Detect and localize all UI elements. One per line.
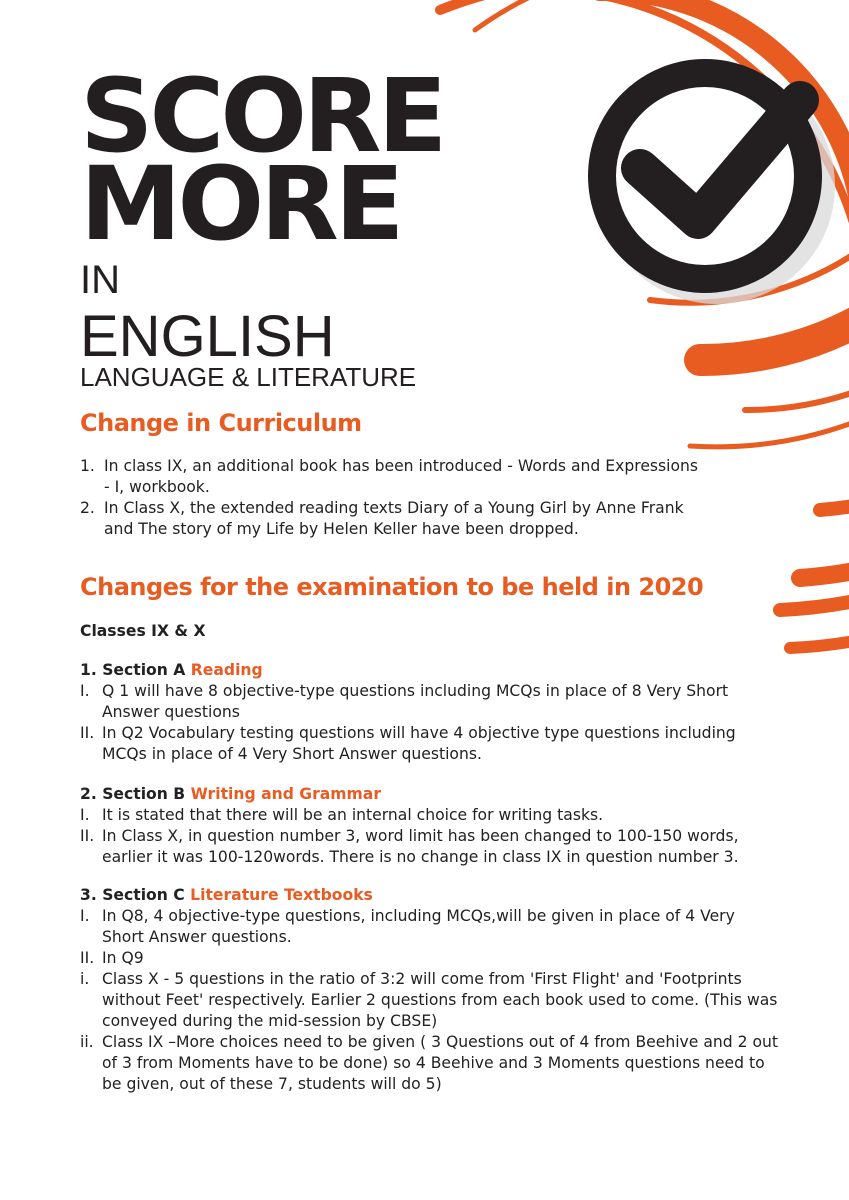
list-item — [80, 723, 780, 765]
list-item — [80, 906, 780, 948]
section-name: Reading — [190, 661, 263, 679]
list-item — [80, 456, 700, 498]
section-prefix: 2. Section B — [80, 785, 191, 803]
title-score: SCORE — [80, 57, 444, 176]
list-item-text: In Q9 — [102, 949, 144, 967]
list-item-number: II. — [80, 724, 95, 742]
list-item-number: I. — [80, 806, 90, 824]
section-a — [80, 660, 780, 765]
classes-label: Classes IX & X — [80, 622, 206, 640]
section-name: Writing and Grammar — [190, 785, 382, 803]
section-name: Literature Textbooks — [190, 886, 373, 904]
list-item-number: 2. — [80, 499, 95, 517]
list-item-text: Q 1 will have 8 objective-type questions including MCQs in place of 8 Very Short Answer questions — [102, 682, 729, 721]
check-circle-icon — [599, 68, 835, 304]
list-item-text: In Q8, 4 objective-type questions, including MCQs,will be given in place of 4 Very Short Answer questions. — [102, 907, 735, 946]
section-heading — [80, 784, 780, 805]
list-item-text: Class X - 5 questions in the ratio of 3:2 will come from 'First Flight' and 'Footprints without Feet' respectively. Earlier 2 questions from each book used to come. (This was conveyed during the mid-session by CBSE) — [102, 970, 778, 1030]
title-english: ENGLISH — [80, 304, 335, 369]
list-item — [80, 498, 700, 540]
list-item — [80, 948, 780, 969]
list-item — [80, 969, 780, 1032]
list-item-number: I. — [80, 907, 90, 925]
title-language-literature: LANGUAGE & LITERATURE — [80, 362, 417, 392]
list-item-number: 1. — [80, 457, 95, 475]
curriculum-list — [80, 456, 700, 540]
section-prefix: 3. Section C — [80, 886, 191, 904]
list-item — [80, 826, 780, 868]
section-heading — [80, 660, 780, 681]
list-item-number: i. — [80, 970, 90, 988]
list-item-text: In Class X, the extended reading texts Diary of a Young Girl by Anne Frank and The story of my Life by Helen Keller have been dropped. — [104, 499, 684, 538]
exam-changes-heading: Changes for the examination to be held in 2020 — [80, 573, 704, 601]
section-heading — [80, 885, 780, 906]
list-item-text: In Q2 Vocabulary testing questions will have 4 objective type questions including MCQs in place of 4 Very Short Answer questions. — [102, 724, 736, 763]
title-more: MORE — [80, 145, 401, 264]
list-item-number: ii. — [80, 1033, 94, 1051]
curriculum-heading: Change in Curriculum — [80, 409, 362, 437]
list-item-text: It is stated that there will be an internal choice for writing tasks. — [102, 806, 604, 824]
list-item-text: In class IX, an additional book has been introduced - Words and Expressions - I, workbook. — [104, 457, 699, 496]
list-item-number: II. — [80, 827, 95, 845]
list-item-number: I. — [80, 682, 90, 700]
list-item — [80, 1032, 780, 1095]
list-item-number: II. — [80, 949, 95, 967]
section-b — [80, 784, 780, 868]
section-c — [80, 885, 780, 1095]
section-prefix: 1. Section A — [80, 661, 191, 679]
list-item — [80, 805, 780, 826]
list-item-text: Class IX –More choices need to be given ( 3 Questions out of 4 from Beehive and 2 out of 3 from Moments have to be done) so 4 Beehive and 3 Moments questions need to be given, out of these 7, students will do 5) — [102, 1033, 779, 1093]
list-item-text: In Class X, in question number 3, word limit has been changed to 100-150 words, earlier it was 100-120words. There is no change in class IX in question number 3. — [102, 827, 739, 866]
title-in: IN — [80, 258, 120, 302]
list-item — [80, 681, 780, 723]
